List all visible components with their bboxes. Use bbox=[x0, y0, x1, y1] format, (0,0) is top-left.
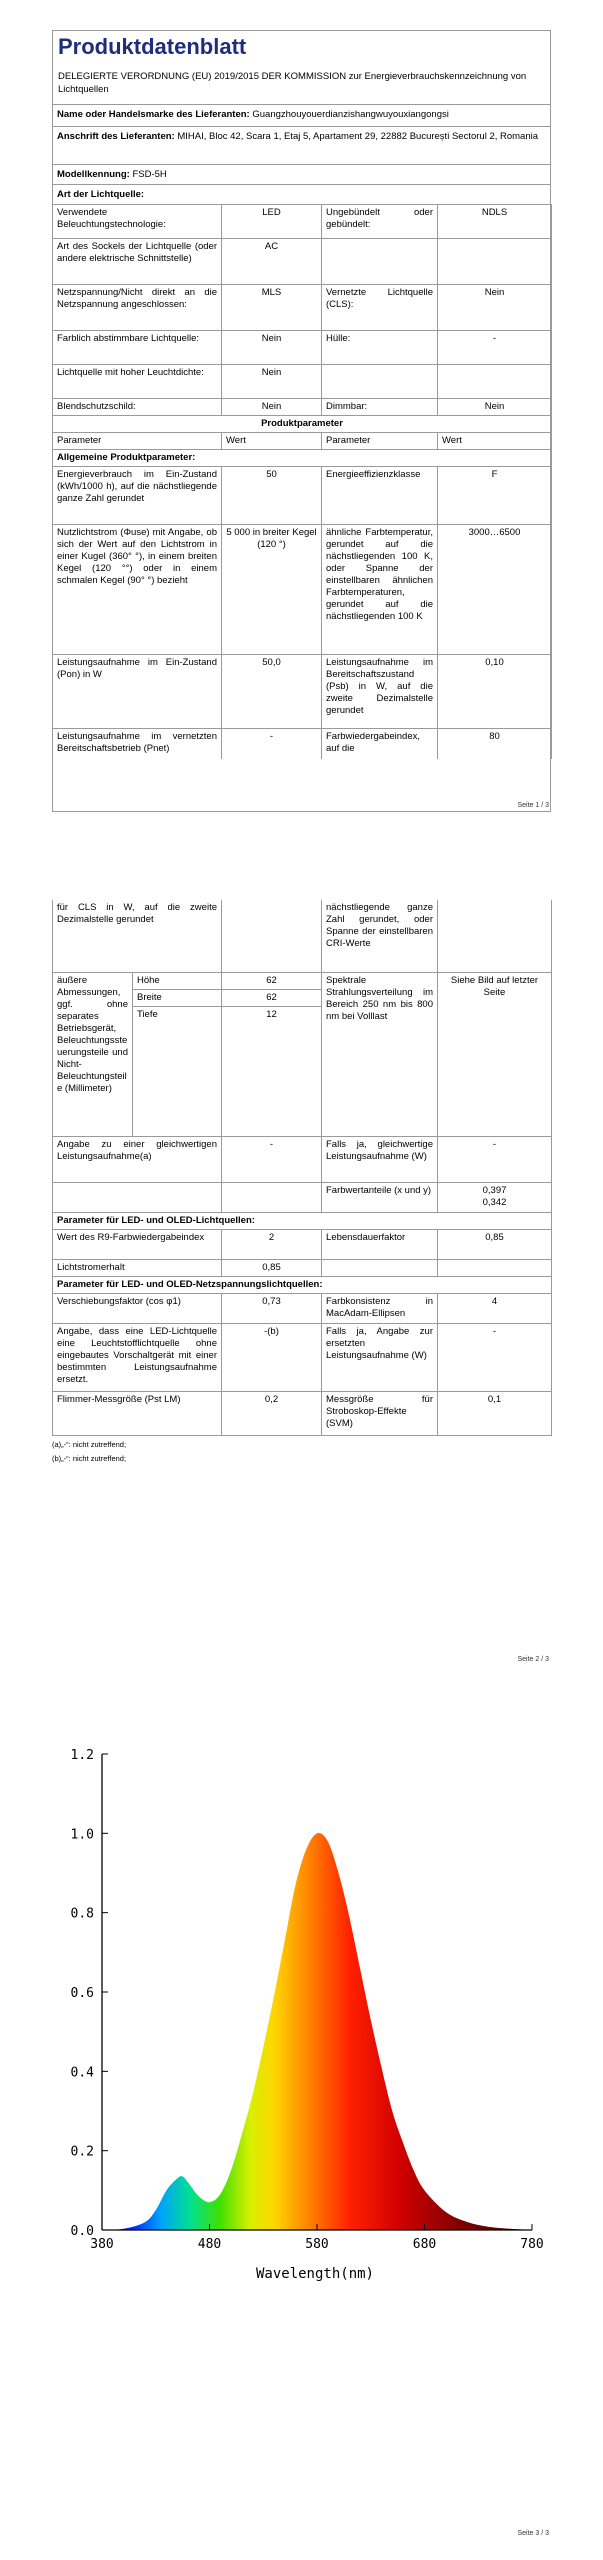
page-footer: Seite 2 / 3 bbox=[517, 1656, 549, 1663]
table-row bbox=[53, 450, 552, 467]
table-row bbox=[53, 1229, 552, 1259]
cell: Falls ja, gleichwertige Leistungsaufnahme (W) bbox=[322, 1136, 438, 1182]
cell: Lichtstromerhalt bbox=[53, 1259, 222, 1276]
supplier-row bbox=[52, 104, 551, 125]
cell: 62 bbox=[222, 989, 322, 1006]
table-row bbox=[53, 416, 552, 433]
cell: Siehe Bild auf letzter Seite bbox=[438, 972, 552, 1136]
cell bbox=[438, 239, 552, 285]
address-row bbox=[52, 126, 551, 147]
table-row bbox=[53, 525, 552, 655]
table-row bbox=[53, 205, 552, 239]
cell bbox=[438, 900, 552, 972]
cell: 5 000 in breiter Kegel (120 °) bbox=[222, 525, 322, 655]
table-row bbox=[53, 729, 552, 759]
cell: Breite bbox=[133, 989, 222, 1006]
cell: - bbox=[438, 1136, 552, 1182]
footnotes bbox=[52, 1438, 126, 1466]
x-tick-label: 780 bbox=[520, 2237, 544, 2252]
cell: 62 bbox=[222, 972, 322, 989]
table-row bbox=[53, 1136, 552, 1182]
address-value: MIHAI, Bloc 42, Scara 1, Etaj 5, Apartament 29, 22882 București Sectorul 2, Romania bbox=[177, 131, 539, 142]
cell: LED bbox=[222, 205, 322, 239]
document-title: Produktdatenblatt bbox=[58, 34, 247, 59]
cell: nächstliegende ganze Zahl gerundet, oder Spanne der einstellbaren CRI-Werte bbox=[322, 900, 438, 972]
page-3 bbox=[0, 1680, 603, 2560]
cell: 0,85 bbox=[222, 1259, 322, 1276]
cell: - bbox=[222, 1136, 322, 1182]
cell: 0,85 bbox=[438, 1229, 552, 1259]
x-axis-label: Wavelength(nm) bbox=[255, 2266, 375, 2282]
cell: NDLS bbox=[438, 205, 552, 239]
footnote-b: (b)„-“: nicht zutreffend; bbox=[52, 1454, 127, 1463]
cell: Nein bbox=[222, 365, 322, 399]
x-tick-label: 480 bbox=[197, 2237, 222, 2252]
light-source-table bbox=[52, 204, 552, 759]
plot-area bbox=[102, 1833, 532, 2230]
cell: Verschiebungsfaktor (cos φ1) bbox=[53, 1293, 222, 1323]
cell: Art des Sockels der Lichtquelle (oder andere elektrische Schnittstelle) bbox=[53, 239, 222, 285]
y-tick-label: 0.4 bbox=[70, 2065, 94, 2081]
table-row bbox=[53, 1259, 552, 1276]
model-value: FSD-5H bbox=[132, 169, 167, 180]
cell: AC bbox=[222, 239, 322, 285]
supplier-label: Name oder Handelsmarke des Lieferanten: bbox=[57, 109, 250, 120]
cell: Flimmer-Messgröße (Pst LM) bbox=[53, 1391, 222, 1435]
cell bbox=[322, 365, 438, 399]
parameter-table-continued bbox=[52, 900, 552, 1436]
cell: - bbox=[438, 331, 552, 365]
table-row bbox=[53, 331, 552, 365]
page-1 bbox=[0, 0, 603, 820]
cell: Hülle: bbox=[322, 331, 438, 365]
led-section-heading: Parameter für LED- und OLED-Lichtquellen: bbox=[53, 1212, 552, 1229]
produktparameter-heading: Produktparameter bbox=[53, 416, 552, 433]
dimensions-label: äußere Abmessungen, ggf. ohne separates Betriebsgerät, Beleuchtungssteuerungsteile und Nicht-Beleuchtungsteile (Millimeter) bbox=[53, 972, 133, 1136]
cell: 50 bbox=[222, 467, 322, 525]
cell: Ungebündelt oder gebündelt: bbox=[322, 205, 438, 239]
cell: 0,1 bbox=[438, 1391, 552, 1435]
model-row bbox=[52, 164, 551, 185]
cell: Lichtquelle mit hoher Leuchtdichte: bbox=[53, 365, 222, 399]
page-2 bbox=[0, 820, 603, 1680]
cell: Farblich abstimmbare Lichtquelle: bbox=[53, 331, 222, 365]
cell: F bbox=[438, 467, 552, 525]
cell: Nein bbox=[222, 331, 322, 365]
net-section-heading: Parameter für LED- und OLED-Netzspannungslichtquellen: bbox=[53, 1276, 552, 1293]
cell bbox=[222, 900, 322, 972]
cell: 80 bbox=[438, 729, 552, 759]
table-row bbox=[53, 399, 552, 416]
spectrum-chart bbox=[50, 1742, 550, 2282]
table-row bbox=[53, 1323, 552, 1391]
cell: 2 bbox=[222, 1229, 322, 1259]
cell: ähnliche Farbtemperatur, gerundet auf die nächstliegenden 100 K, oder Spanne der einstellbaren ähnlichen Farbtemperaturen, gerundet auf die nächstliegenden 100 K bbox=[322, 525, 438, 655]
cell: -(b) bbox=[222, 1323, 322, 1391]
table-row bbox=[53, 1182, 552, 1212]
table-row bbox=[53, 1276, 552, 1293]
table-row bbox=[53, 655, 552, 729]
page-footer: Seite 3 / 3 bbox=[517, 2530, 549, 2537]
y-tick-label: 1.2 bbox=[70, 1748, 94, 1763]
cell: Wert des R9-Farbwiedergabeindex bbox=[53, 1229, 222, 1259]
cell bbox=[322, 1259, 438, 1276]
cell: 0,2 bbox=[222, 1391, 322, 1435]
y-tick-label: 0.2 bbox=[70, 2144, 94, 2160]
address-label: Anschrift des Lieferanten: bbox=[57, 131, 175, 142]
x-tick-label: 580 bbox=[305, 2237, 329, 2252]
cell: Farbkonsistenz in MacAdam-Ellipsen bbox=[322, 1293, 438, 1323]
cell: 50,0 bbox=[222, 655, 322, 729]
model-label: Modellkennung: bbox=[57, 169, 130, 180]
cell: Lebensdauerfaktor bbox=[322, 1229, 438, 1259]
cell: Nein bbox=[222, 399, 322, 416]
cell: Nein bbox=[438, 399, 552, 416]
y-tick-label: 0.8 bbox=[70, 1906, 94, 1922]
cell: Verwendete Beleuchtungstechnologie: bbox=[53, 205, 222, 239]
cell: Messgröße für Stroboskop-Effekte (SVM) bbox=[322, 1391, 438, 1435]
column-header: Wert bbox=[438, 433, 552, 450]
table-row bbox=[53, 467, 552, 525]
cell: 3000…6500 bbox=[438, 525, 552, 655]
art-label: Art der Lichtquelle: bbox=[57, 189, 145, 200]
cell: Energieeffizienzklasse bbox=[322, 467, 438, 525]
cell: Angabe, dass eine LED-Lichtquelle eine Leuchtstofflichtquelle ohne eingebautes Vorschaltgerät mit einer bestimmten Leistungsaufnahme ersetzt. bbox=[53, 1323, 222, 1391]
cell bbox=[438, 365, 552, 399]
table-row bbox=[53, 1212, 552, 1229]
table-header-row bbox=[53, 433, 552, 450]
cell: - bbox=[438, 1323, 552, 1391]
cell bbox=[222, 1182, 322, 1212]
y-tick-label: 0.6 bbox=[70, 1986, 94, 2001]
cell: Leistungsaufnahme im Ein-Zustand (Pon) in W bbox=[53, 655, 222, 729]
page-footer: Seite 1 / 3 bbox=[517, 802, 549, 809]
cell: MLS bbox=[222, 285, 322, 331]
cell: Netzspannung/Nicht direkt an die Netzspannung angeschlossen: bbox=[53, 285, 222, 331]
cell: 0,10 bbox=[438, 655, 552, 729]
cell: für CLS in W, auf die zweite Dezimalstelle gerundet bbox=[53, 900, 222, 972]
cell: Höhe bbox=[133, 972, 222, 989]
cell: Vernetzte Lichtquelle (CLS): bbox=[322, 285, 438, 331]
cell bbox=[322, 239, 438, 285]
cell: 0,397 0,342 bbox=[438, 1182, 552, 1212]
table-row bbox=[53, 1391, 552, 1435]
cell: Leistungsaufnahme im Bereitschaftszustand (Psb) in W, auf die zweite Dezimalstelle gerundet bbox=[322, 655, 438, 729]
cell: Farbwiedergabeindex, auf die bbox=[322, 729, 438, 759]
cell: Tiefe bbox=[133, 1006, 222, 1136]
column-header: Wert bbox=[222, 433, 322, 450]
footnote-a: (a)„-“: nicht zutreffend; bbox=[52, 1440, 127, 1449]
table-row bbox=[53, 239, 552, 285]
cell: Dimmbar: bbox=[322, 399, 438, 416]
cell bbox=[438, 1259, 552, 1276]
table-row bbox=[53, 1293, 552, 1323]
table-row bbox=[53, 285, 552, 331]
cell: - bbox=[222, 729, 322, 759]
cell: Falls ja, Angabe zur ersetzten Leistungsaufnahme (W) bbox=[322, 1323, 438, 1391]
cell: 4 bbox=[438, 1293, 552, 1323]
cell: 12 bbox=[222, 1006, 322, 1136]
regulation-text: DELEGIERTE VERORDNUNG (EU) 2019/2015 DER KOMMISSION zur Energieverbrauchskennzeichnung von Lichtquellen bbox=[58, 71, 527, 95]
cell: Nutzlichtstrom (Φuse) mit Angabe, ob sich der Wert auf den Lichtstrom in einer Kugel (360° °), in einem breiten Kegel (120 °°) oder in einem schmalen Kegel (90° °) bezieht bbox=[53, 525, 222, 655]
y-tick-label: 1.0 bbox=[70, 1827, 94, 1843]
x-tick-label: 380 bbox=[90, 2237, 114, 2252]
allgemeine-heading: Allgemeine Produktparameter: bbox=[53, 450, 552, 467]
cell: Farbwertanteile (x und y) bbox=[322, 1182, 438, 1212]
x-tick-label: 680 bbox=[412, 2237, 437, 2252]
spectrum-area bbox=[102, 1833, 532, 2230]
cell: Blendschutzschild: bbox=[53, 399, 222, 416]
column-header: Parameter bbox=[53, 433, 222, 450]
cell: Energieverbrauch im Ein-Zustand (kWh/1000 h), auf die nächstliegende ganze Zahl gerundet bbox=[53, 467, 222, 525]
y-tick-label: 0.0 bbox=[70, 2224, 94, 2239]
table-row bbox=[53, 365, 552, 399]
cell: Spektrale Strahlungsverteilung im Bereich 250 nm bis 800 nm bei Volllast bbox=[322, 972, 438, 1136]
table-row bbox=[53, 972, 552, 989]
cell: Nein bbox=[438, 285, 552, 331]
cell bbox=[53, 1182, 222, 1212]
cell: Angabe zu einer gleichwertigen Leistungsaufnahme(a) bbox=[53, 1136, 222, 1182]
cell: Leistungsaufnahme im vernetzten Bereitschaftsbetrieb (Pnet) bbox=[53, 729, 222, 759]
table-row bbox=[53, 900, 552, 972]
cell: 0,73 bbox=[222, 1293, 322, 1323]
column-header: Parameter bbox=[322, 433, 438, 450]
art-row bbox=[52, 184, 551, 205]
supplier-value: Guangzhouyouerdianzishangwuyouxiangongsi bbox=[252, 109, 449, 120]
